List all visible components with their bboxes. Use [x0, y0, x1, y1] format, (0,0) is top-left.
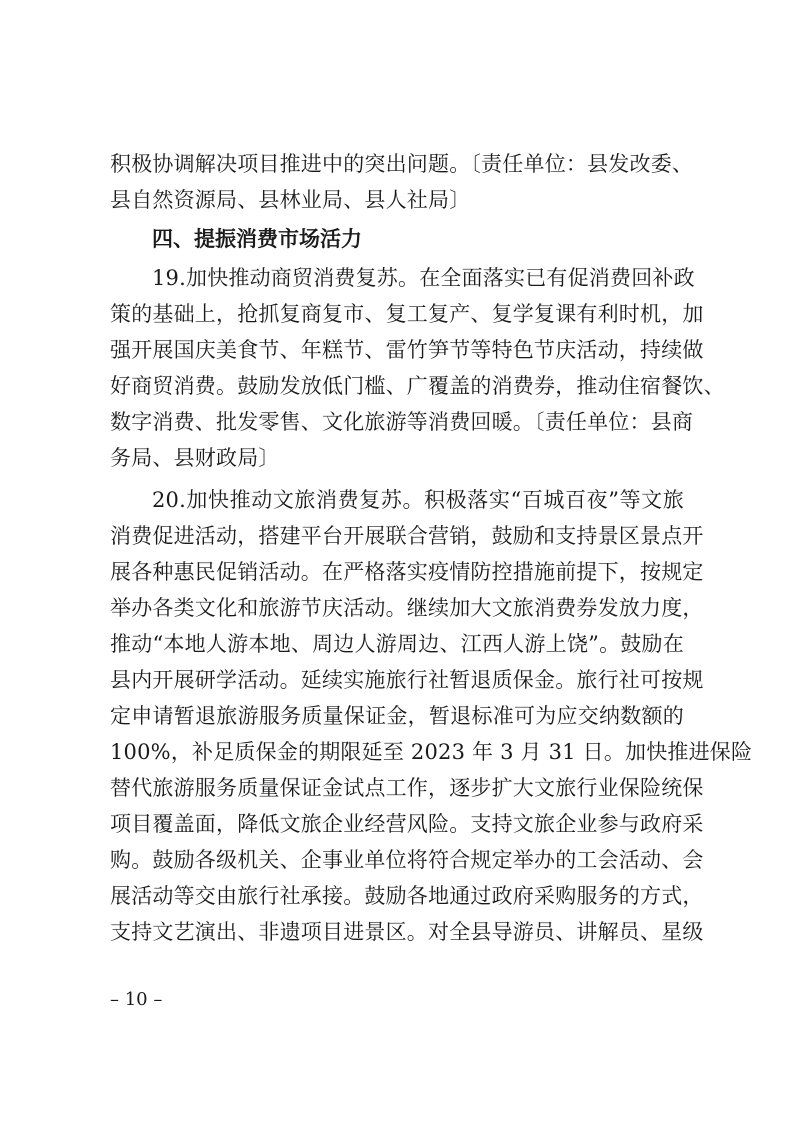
paragraph-line: 19.加快推动商贸消费复苏。在全面落实已有促消费回补政: [152, 266, 695, 290]
page-number: – 10 –: [110, 989, 163, 1010]
paragraph-line: 项目覆盖面，降低文旅企业经营风险。支持文旅企业参与政府采: [110, 812, 704, 836]
paragraph-line: 购。鼓励各级机关、企事业单位将符合规定举办的工会活动、会: [110, 848, 704, 872]
paragraph-line: 20.加快推动文旅消费复苏。积极落实“百城百夜”等文旅: [152, 488, 684, 512]
paragraph-line: 消费促进活动，搭建平台开展联合营销，鼓励和支持景区景点开: [110, 524, 704, 548]
paragraph-line: 县自然资源局、县林业局、县人社局〕: [110, 188, 471, 212]
paragraph-line: 强开展国庆美食节、年糕节、雷竹笋节等特色节庆活动，持续做: [110, 338, 704, 362]
paragraph-line: 支持文艺演出、非遗项目进景区。对全县导游员、讲解员、星级: [110, 920, 704, 944]
paragraph-line: 展活动等交由旅行社承接。鼓励各地通过政府采购服务的方式，: [110, 884, 704, 908]
paragraph-line: 县内开展研学活动。延续实施旅行社暂退质保金。旅行社可按规: [110, 668, 704, 692]
paragraph-line: 数字消费、批发零售、文化旅游等消费回暖。〔责任单位：县商: [110, 410, 694, 434]
paragraph-line: 展各种惠民促销活动。在严格落实疫情防控措施前提下，按规定: [110, 560, 704, 584]
paragraph-line: 推动“本地人游本地、周边人游周边、江西人游上饶”。鼓励在: [110, 632, 684, 656]
paragraph-line: 替代旅游服务质量保证金试点工作，逐步扩大文旅行业保险统保: [110, 776, 704, 800]
paragraph-line: 100%，补足质保金的期限延至 2023 年 3 月 31 日。加快推进保险: [110, 740, 753, 764]
paragraph-line: 定申请暂退旅游服务质量保证金，暂退标准可为应交纳数额的: [110, 704, 684, 728]
paragraph-line: 积极协调解决项目推进中的突出问题。〔责任单位：县发改委、: [110, 152, 694, 176]
section-heading: 四、提振消费市场活力: [152, 227, 362, 251]
paragraph-line: 举办各类文化和旅游节庆活动。继续加大文旅消费券发放力度，: [110, 596, 704, 620]
paragraph-line: 策的基础上，抢抓复商复市、复工复产、复学复课有利时机，加: [110, 302, 704, 326]
paragraph-line: 好商贸消费。鼓励发放低门槛、广覆盖的消费券，推动住宿餐饮、: [110, 374, 725, 398]
paragraph-line: 务局、县财政局〕: [110, 446, 280, 470]
